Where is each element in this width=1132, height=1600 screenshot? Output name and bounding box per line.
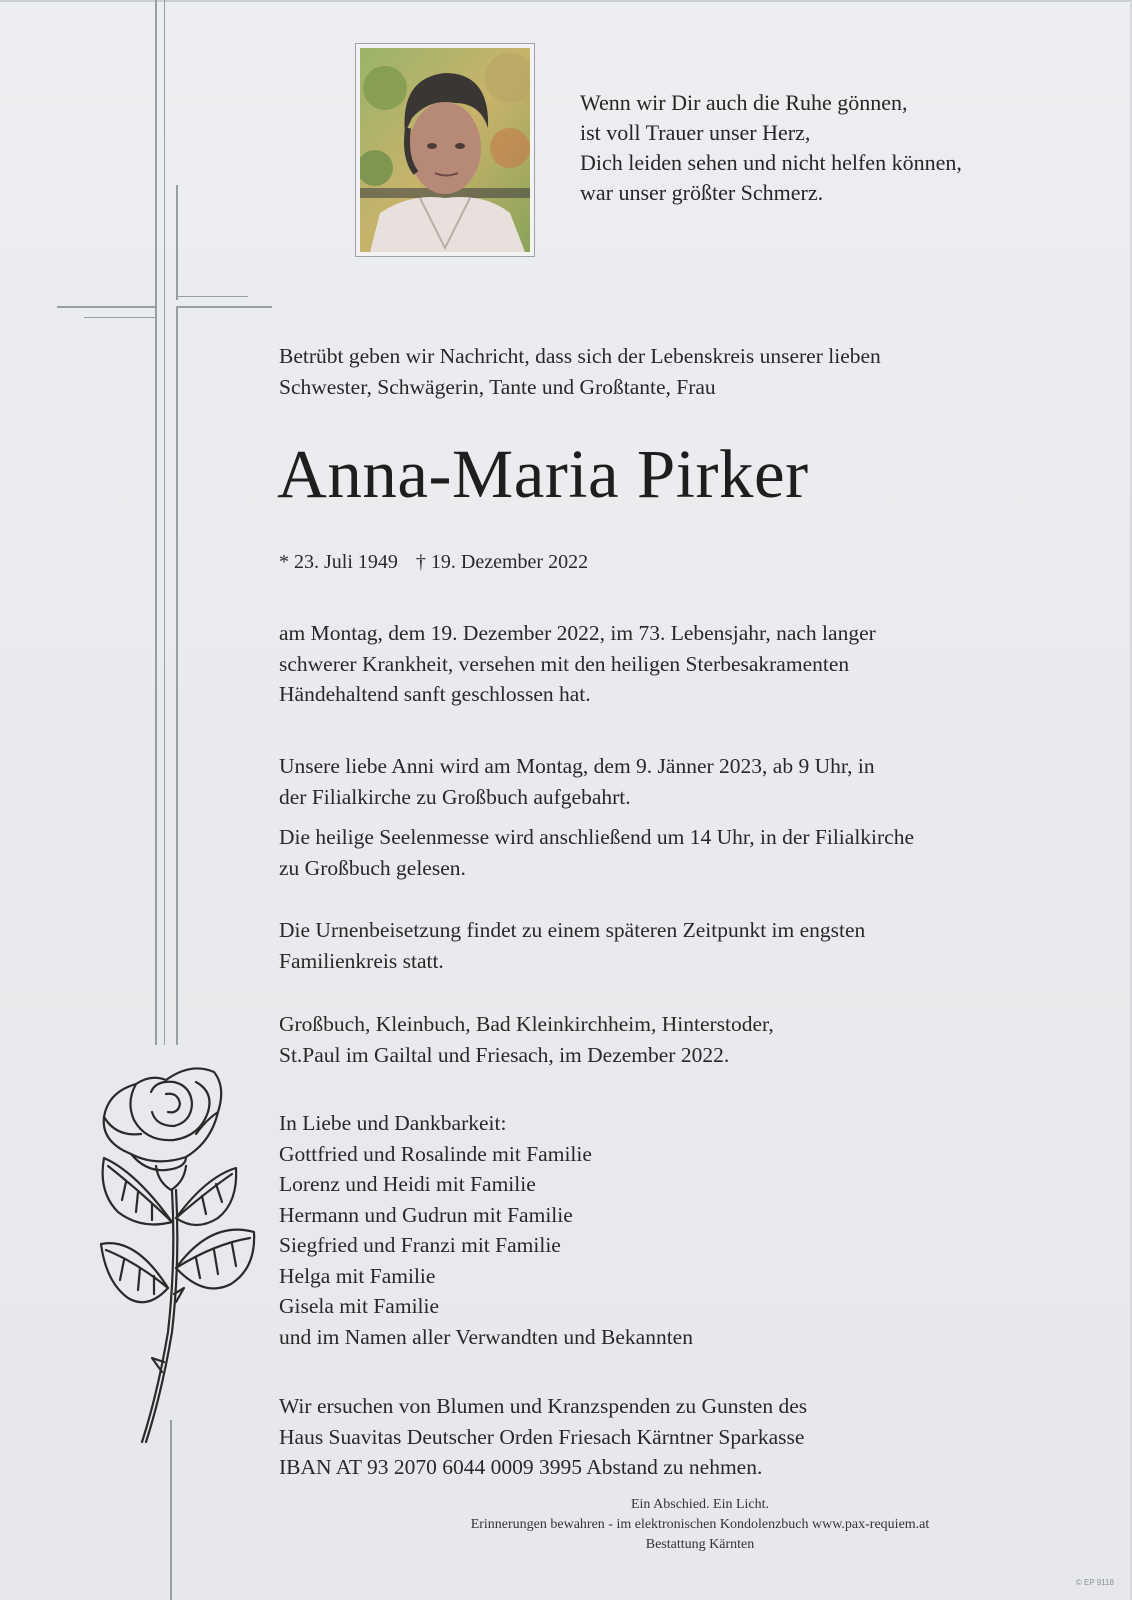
text-line: am Montag, dem 19. Dezember 2022, im 73. Lebensjahr, nach langer <box>279 621 876 645</box>
text-line: Haus Suavitas Deutscher Orden Friesach Kärntner Sparkasse <box>279 1424 805 1449</box>
mourner-entry: und im Namen aller Verwandten und Bekannten <box>279 1324 693 1349</box>
mourners-heading: In Liebe und Dankbarkeit: <box>279 1111 507 1135</box>
print-code: © EP 9118 <box>1075 1578 1114 1587</box>
poem-line: Dich leiden sehen und nicht helfen können, <box>580 150 962 175</box>
intro-paragraph <box>279 341 881 402</box>
text-line: Unsere liebe Anni wird am Montag, dem 9. Jänner 2023, ab 9 Uhr, in <box>279 754 875 778</box>
text-line: Wir ersuchen von Blumen und Kranzspenden zu Gunsten des <box>279 1394 808 1418</box>
mourner-entry: Gisela mit Familie <box>279 1294 440 1318</box>
text-line: Händehaltend sanft geschlossen hat. <box>279 682 591 706</box>
mourners-list <box>279 1108 693 1352</box>
text-line: der Filialkirche zu Großbuch aufgebahrt. <box>279 784 631 809</box>
top-edge-line <box>0 0 1132 2</box>
text-line: Großbuch, Kleinbuch, Bad Kleinkirchheim, Hinterstoder, <box>279 1012 774 1036</box>
text-line: Familienkreis statt. <box>279 948 444 973</box>
text-line: zu Großbuch gelesen. <box>279 855 466 880</box>
text-line: schwerer Krankheit, versehen mit den heiligen Sterbesakramenten <box>279 651 850 676</box>
text-line: Die Urnenbeisetzung findet zu einem späteren Zeitpunkt im engsten <box>279 918 866 942</box>
life-dates <box>279 549 588 575</box>
text-line: Die heilige Seelenmesse wird anschließend um 14 Uhr, in der Filialkirche <box>279 825 915 849</box>
text-line: St.Paul im Gailtal und Friesach, im Dezember 2022. <box>279 1042 730 1067</box>
text-line: IBAN AT 93 2070 6044 0009 3995 Abstand zu nehmen. <box>279 1455 763 1479</box>
mourner-entry: Siegfried und Franzi mit Familie <box>279 1233 561 1257</box>
urn-paragraph <box>279 915 865 976</box>
donation-paragraph <box>279 1391 807 1483</box>
poem-line: Wenn wir Dir auch die Ruhe gönnen, <box>580 90 908 115</box>
footer-line: Erinnerungen bewahren - im elektronischen Kondolenzbuch www.pax-requiem.at <box>470 1517 930 1532</box>
text-line: Schwester, Schwägerin, Tante und Großtante, Frau <box>279 374 716 399</box>
rose-icon <box>96 1062 268 1444</box>
footer <box>400 1495 1000 1555</box>
poem-line: war unser größter Schmerz. <box>580 180 824 205</box>
mourner-entry: Helga mit Familie <box>279 1263 436 1288</box>
death-date: † 19. Dezember 2022 <box>415 551 589 573</box>
mourner-entry: Gottfried und Rosalinde mit Familie <box>279 1141 592 1166</box>
footer-line: Ein Abschied. Ein Licht. <box>630 1497 770 1512</box>
portrait-photo <box>355 43 535 257</box>
mourner-entry: Lorenz und Heidi mit Familie <box>279 1172 536 1196</box>
places-paragraph <box>279 1009 774 1070</box>
mass-paragraph <box>279 822 914 883</box>
portrait-image-icon <box>360 48 530 252</box>
text-line: Betrübt geben wir Nachricht, dass sich der Lebenskreis unserer lieben <box>279 344 881 368</box>
birth-date: * 23. Juli 1949 <box>279 551 398 573</box>
poem-block <box>580 88 962 208</box>
viewing-paragraph <box>279 751 875 812</box>
footer-line: Bestattung Kärnten <box>645 1537 755 1552</box>
deceased-name: Anna-Maria Pirker <box>277 436 809 512</box>
poem-line: ist voll Trauer unser Herz, <box>580 120 811 145</box>
mourner-entry: Hermann und Gudrun mit Familie <box>279 1202 573 1227</box>
death-paragraph <box>279 618 876 710</box>
